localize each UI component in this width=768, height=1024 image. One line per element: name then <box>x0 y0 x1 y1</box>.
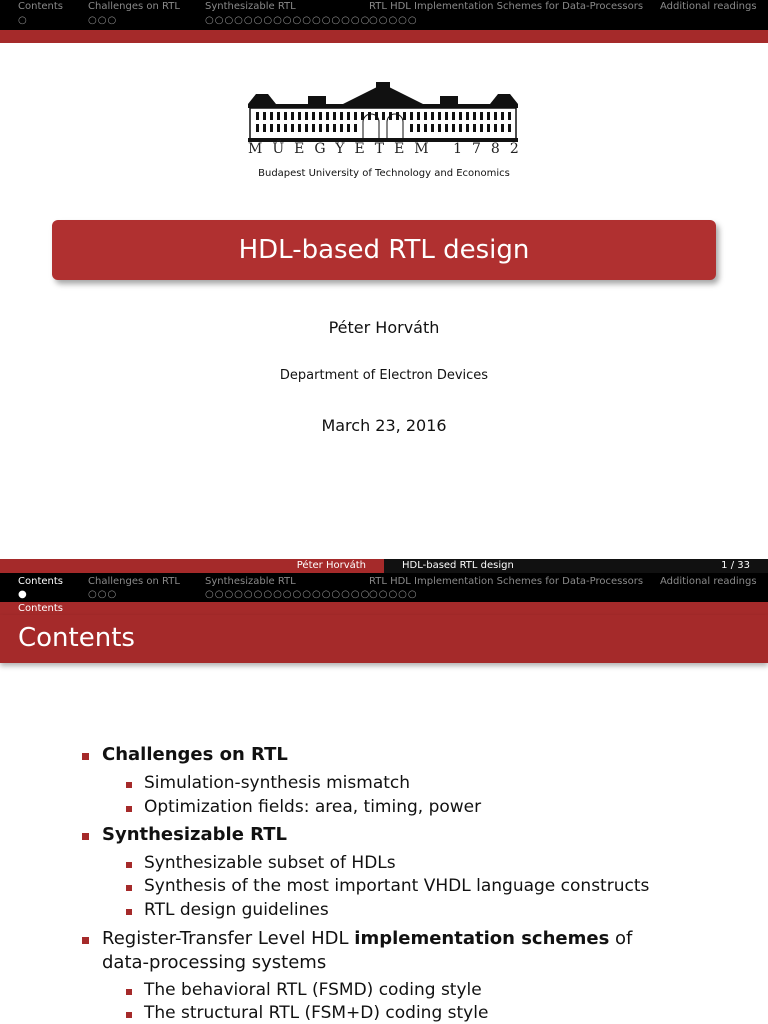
nav-section-contents[interactable]: Contents <box>18 1 63 12</box>
logo-window <box>431 124 434 132</box>
institute-name: Department of Electron Devices <box>279 368 489 383</box>
logo-window <box>382 112 385 120</box>
logo-window <box>438 112 441 120</box>
logo-window <box>473 112 476 120</box>
bullet-icon <box>126 862 132 868</box>
logo-window <box>445 124 448 132</box>
logo-window <box>487 112 490 120</box>
header-red-strip <box>0 30 768 43</box>
logo-window <box>445 112 448 120</box>
logo-window <box>494 112 497 120</box>
logo-window <box>312 112 315 120</box>
frame-title: Contents <box>18 623 135 653</box>
footline-author-box <box>0 559 384 573</box>
nav-dots-challenges[interactable]: ○○○ <box>88 589 118 600</box>
nav-dots-contents[interactable]: ○ <box>18 15 28 26</box>
nav-section-contents-active[interactable]: Contents <box>18 576 63 587</box>
university-building-logo <box>248 82 518 144</box>
footline-title-box <box>384 559 768 573</box>
nav-dots-synthesizable[interactable]: ○○○○○○○○○○○○○○○○○ <box>205 589 371 600</box>
logo-window <box>410 112 413 120</box>
nav-dots-synthesizable[interactable]: ○○○○○○○○○○○○○○○○○ <box>205 15 371 26</box>
logo-window <box>291 112 294 120</box>
nav-section-synthesizable[interactable]: Synthesizable RTL <box>205 576 296 587</box>
logo-window <box>459 112 462 120</box>
bullet-icon <box>82 753 89 760</box>
nav-dot-current[interactable]: ● <box>18 589 28 600</box>
logo-window <box>452 124 455 132</box>
bullet-icon <box>126 782 132 788</box>
logo-window <box>424 124 427 132</box>
bullet-icon <box>126 806 132 812</box>
logo-window <box>501 112 504 120</box>
logo-window <box>326 112 329 120</box>
author-name: Péter Horváth <box>328 318 440 337</box>
toc-section-implementation-cont[interactable]: data-processing systems <box>102 952 327 973</box>
logo-window <box>480 112 483 120</box>
logo-window <box>263 112 266 120</box>
logo-window <box>494 124 497 132</box>
nav-bar-top <box>0 0 768 30</box>
logo-window <box>417 124 420 132</box>
nav-section-readings[interactable]: Additional readings <box>660 576 757 587</box>
logo-window <box>284 124 287 132</box>
toc-section-synthesizable[interactable]: Synthesizable RTL <box>102 824 287 845</box>
logo-window <box>466 124 469 132</box>
logo-window <box>340 124 343 132</box>
bullet-icon <box>126 909 132 915</box>
footline-title: HDL-based RTL design <box>402 560 514 571</box>
university-wordmark: MŰEGYETEM 1782 <box>248 141 529 157</box>
presentation-date: March 23, 2016 <box>321 416 447 435</box>
presentation-title: HDL-based RTL design <box>52 220 716 280</box>
footline <box>0 559 768 573</box>
toc-subsection[interactable]: Simulation-synthesis mismatch <box>144 773 410 793</box>
logo-window <box>480 124 483 132</box>
nav-section-readings[interactable]: Additional readings <box>660 1 757 12</box>
subsection-bar <box>0 602 768 615</box>
nav-bar-second <box>0 573 768 602</box>
toc-subsection[interactable]: Synthesizable subset of HDLs <box>144 853 396 873</box>
nav-section-implementation[interactable]: RTL HDL Implementation Schemes for Data-Processors <box>369 1 644 12</box>
logo-window <box>417 112 420 120</box>
logo-window <box>347 124 350 132</box>
nav-dots-implementation[interactable]: ○○○○○ <box>369 589 418 600</box>
logo-window <box>368 112 371 120</box>
logo-window <box>277 124 280 132</box>
logo-window <box>270 112 273 120</box>
logo-window <box>438 124 441 132</box>
logo-window <box>298 112 301 120</box>
logo-window <box>410 124 413 132</box>
nav-section-challenges[interactable]: Challenges on RTL <box>88 576 180 587</box>
bullet-icon <box>126 1012 132 1018</box>
logo-window <box>277 112 280 120</box>
toc-subsection[interactable]: RTL design guidelines <box>144 900 329 920</box>
logo-window <box>501 124 504 132</box>
logo-window <box>312 124 315 132</box>
university-name: Budapest University of Technology and Economics <box>258 168 510 179</box>
logo-window <box>263 124 266 132</box>
footline-author: Péter Horváth <box>296 560 366 571</box>
nav-section-challenges[interactable]: Challenges on RTL <box>88 1 180 12</box>
bullet-icon <box>126 989 132 995</box>
logo-window <box>466 112 469 120</box>
logo-window <box>452 112 455 120</box>
logo-window <box>305 112 308 120</box>
toc-subsection[interactable]: Optimization fields: area, timing, power <box>144 797 481 817</box>
logo-window <box>354 112 357 120</box>
logo-window <box>508 112 511 120</box>
page-number: 1 / 33 <box>721 560 750 571</box>
logo-window <box>403 112 406 120</box>
logo-window <box>326 124 329 132</box>
logo-window <box>333 112 336 120</box>
logo-window <box>487 124 490 132</box>
toc-subsection[interactable]: Synthesis of the most important VHDL language constructs <box>144 876 649 896</box>
logo-window <box>431 112 434 120</box>
logo-window <box>396 112 399 120</box>
toc-subsection[interactable]: The structural RTL (FSM+D) coding style <box>144 1003 488 1023</box>
nav-dots-implementation[interactable]: ○○○○○ <box>369 15 418 26</box>
bullet-icon <box>82 937 89 944</box>
logo-window <box>508 124 511 132</box>
nav-dots-challenges[interactable]: ○○○ <box>88 15 118 26</box>
subsection-label: Contents <box>18 603 63 614</box>
logo-window <box>256 112 259 120</box>
logo-window <box>473 124 476 132</box>
logo-window <box>347 112 350 120</box>
logo-window <box>424 112 427 120</box>
logo-window <box>256 124 259 132</box>
frame-title-bar <box>0 615 768 663</box>
logo-window <box>333 124 336 132</box>
toc-section-challenges[interactable]: Challenges on RTL <box>102 744 288 765</box>
toc-section-implementation[interactable]: Register-Transfer Level HDL implementation schemes of <box>102 928 632 949</box>
logo-window <box>291 124 294 132</box>
nav-section-synthesizable[interactable]: Synthesizable RTL <box>205 1 296 12</box>
logo-window <box>319 124 322 132</box>
toc-subsection[interactable]: The behavioral RTL (FSMD) coding style <box>144 980 482 1000</box>
logo-window <box>354 124 357 132</box>
nav-section-implementation[interactable]: RTL HDL Implementation Schemes for Data-Processors <box>369 576 644 587</box>
logo-window <box>305 124 308 132</box>
logo-window <box>319 112 322 120</box>
bullet-icon <box>82 833 89 840</box>
bullet-icon <box>126 885 132 891</box>
logo-window <box>340 112 343 120</box>
logo-window <box>284 112 287 120</box>
logo-window <box>298 124 301 132</box>
logo-window <box>459 124 462 132</box>
logo-window <box>270 124 273 132</box>
